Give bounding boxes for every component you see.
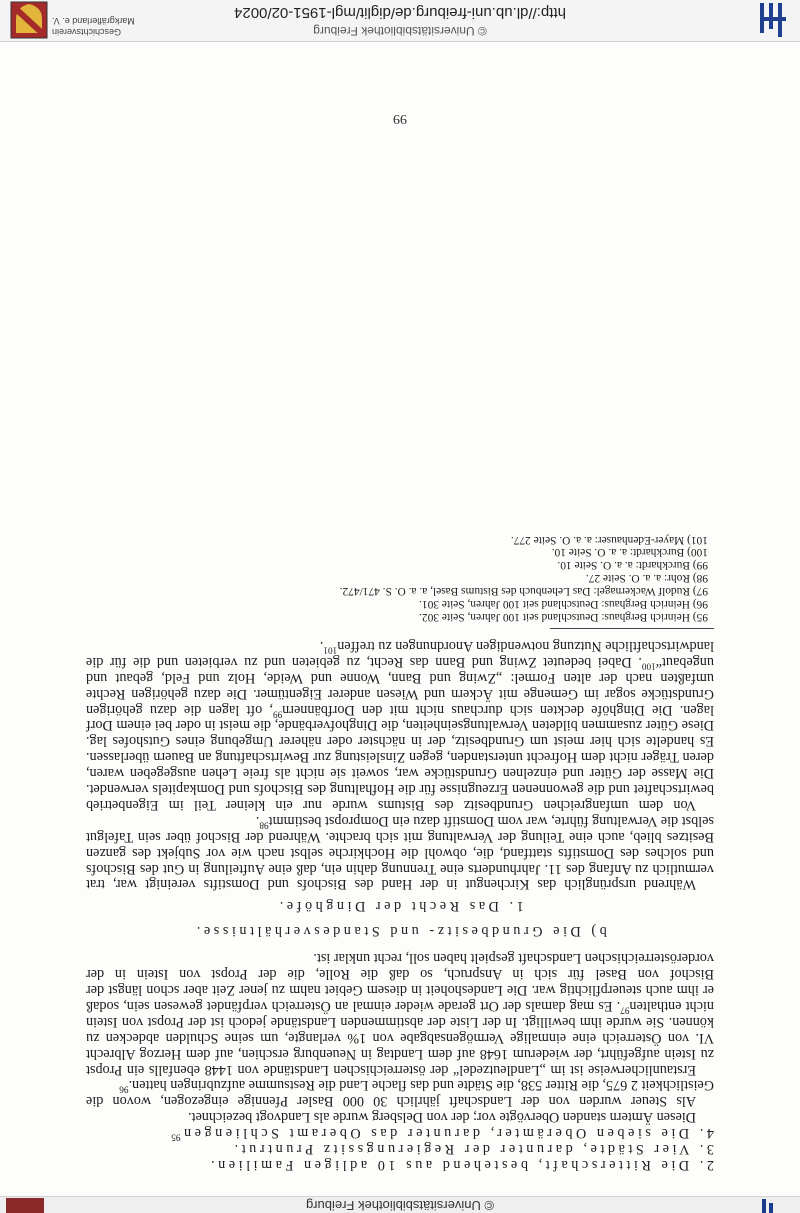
footnotes [86, 533, 714, 623]
paragraph-kirchengut-text: Während ursprünglich das Kirchengut in der Hand des Bischofs und Domstifts vereinigt war, trat vermutlich zu Anfang des 11. Jahrhunderts eine Trennung dahin ein, daß eine Aufteilung in Gut des Bischofs und solches des Domstifts stattfand, die, obwohl die Hochkirche selbst nach wie vor Subjekt des ganzen Besitzes blieb, auch eine Teilung der Verwaltung mit sich brachte. Während der Bischof über sein Tafelgut selbst die Verwaltung führte, war vom Domstift dazu ein Dompropst bestimmt [86, 812, 714, 893]
paragraph-grundbesitz [86, 637, 714, 812]
footnote-98: 98) Rohr: a. a. O. Seite 27. [585, 572, 708, 585]
list-item-oberaemter [86, 1124, 714, 1143]
list-item-ritterschaft: 2. Die Ritterschaft, bestehend aus 10 adligen Familien. [207, 1157, 714, 1173]
paragraph-grundbesitz-a: Von dem umfangreichen Grundbesitz des Bistums wurde nur ein kleiner Teil im Eigenbetrieb bewirtschaftet und die gewonnenen Erzeugnisse für die Hofhaltung des Bischofs und Domkapitels verwendet. Die Masse der Güter und einzelnen Grundstücke war, soweit sie nicht als freie Lehen ausgegeben waren, deren Träger nicht dem Hofrecht unterstanden, gegen Zinsleistung zur Bewirtschaftung an Bauern überlassen. Es handelte sich hier meist um Grundbesitz, der in nächster oder näherer Umgebung eines Gutshofes lag. Diese Güter zusammen bildeten Verwaltungseinheiten, die Dinghofverbände, die meist in oder bei einem Dorf lagen. Die Dinghöfe deckten sich durchaus nicht mit den Dorfbännern [86, 701, 714, 813]
footnote-ref[interactable]: 98 [259, 820, 269, 831]
bottom-credit: © Universitätsbibliothek Freiburg [305, 1198, 495, 1213]
paragraph-grundbesitz-d: . [319, 637, 324, 654]
page-number: 99 [393, 111, 407, 126]
list-item-staedte: 3. Vier Städte, darunter der Regierungssitz Pruntrut. [231, 1141, 714, 1158]
footnote-ref[interactable]: 100 [641, 661, 656, 672]
paragraph-steuer-text: Als Steuer wurden von der Landschaft jährlich 30 000 Basler Pfennige eingezogen, wovon die Geistlichkeit 2 675, die Ritter 538, die Städte und das flache Land die Restsumme aufzubringen hatten. [86, 1077, 714, 1110]
footnote-ref[interactable]: 97 [620, 1005, 630, 1016]
society-line-1: Geschichtsverein [52, 27, 122, 37]
footnote-ref[interactable]: 101 [323, 645, 338, 656]
permalink[interactable]: http://dl.ub.uni-freiburg.de/diglit/mgl-1951-02/0024 [234, 4, 566, 21]
footnote-ref[interactable]: 95 [171, 1132, 181, 1143]
paragraph-grundbesitz-c: . Dabei bedeutet Zwing und Bann das Recht, zu gebieten und zu verbieten und die für die landwirtschaftliche Nutzung notwendigen Anordnungen zu treffen [86, 637, 714, 670]
footnote-ref[interactable]: 96 [119, 1085, 129, 1096]
page-body [86, 533, 714, 1172]
subsection-heading: 1. Das Recht der Dinghöfe. [276, 898, 524, 915]
footnote-97: 97) Rudolf Wackernagel: Das Lehenbuch des Bistums Basel, a. a. O. S. 471/472. [339, 585, 708, 598]
footnote-ref[interactable]: 99 [272, 709, 283, 720]
book-page [0, 42, 800, 1196]
society-line-2: Markgräflerland e. V. [52, 16, 135, 26]
footnote-96: 96) Heinrich Berghaus: Deutschland seit 100 Jahren, Seite 301. [419, 598, 708, 611]
society-name [52, 15, 148, 37]
viewer-header [0, 0, 800, 42]
credit-text: © Universitätsbibliothek Freiburg [313, 24, 487, 38]
footnote-100: 100) Burckhardt: a. a. O. Seite 10. [551, 546, 708, 559]
footnote-95: 95) Heinrich Berghaus: Deutschland seit 100 Jahren, Seite 302. [419, 611, 708, 623]
section-heading: b) Die Grundbesitz- und Standesverhältnisse. [193, 923, 607, 940]
footnote-99: 99) Burckhardt: a. a. O. Seite 10. [557, 559, 708, 572]
paragraph-landstaende-b: . Es mag damals der Ort gerade wieder einmal an Österreich verpfändet gewesen sein, sodaß er ihm auch steuerpflichtig war. Die Landeshoheit in diesem Gebiet nahm zu jener Zeit aber schon längst der Bischof von Basel für sich in Anspruch, so daß die Rolle, die der Propst von Istein in der vorderösterreichischen Landschaft gespielt haben soll, recht unklar ist. [86, 950, 714, 1014]
footnote-101: 101) Mayer-Edenhauser: a. a. O. Seite 277. [510, 533, 708, 546]
paragraph-grundbesitz-b: , oft lagen die dazu gehörigen Grundstücke sogar im Gemenge mit Äckern und Wiesen anderer Eigentümer. Die dazu gehörigen Rechte umfaßten nach der alten Formel: „Zwing und Bann, Wonne und Weide, Holz und Feld, gebaut und ungebaut“ [85, 653, 714, 718]
paragraph-landstaende-a: Erstaunlicherweise ist im „Landleutzedel“ der österreichischen Landstände von 1448 ebenfalls ein Propst zu Istein aufgeführt, der wiederum 1648 auf dem Landtag in Neuenburg erschien, auf dem Herzog Albrecht VI. von Österreich eine einmalige Vermögensabgabe von 1% verlangte, um seine Schulden abdecken zu können. Sie wurde ihm bewilligt. In der Liste der abstimmenden Landstände jedoch ist der Propst von Istein nicht enthalten [86, 997, 714, 1078]
paragraph-landvogt: Diesen Ämtern standen Obervögte vor; der von Delsberg wurde als Landvogt bezeichnet. [188, 1109, 696, 1126]
paragraph-landstaende [86, 949, 714, 1076]
paragraph-steuer [86, 1077, 714, 1109]
list-item-oberaemter-text: 4. Die sieben Oberämter, darunter das Oberamt Schliengen [180, 1125, 714, 1142]
coat-of-arms-icon [10, 1, 48, 39]
footnote-divider [550, 628, 714, 629]
paragraph-kirchengut: Während ursprünglich das Kirchengut in der Hand des Bischofs und Domstifts vereinigt war, trat vermutlich zu Anfang des 11. Jahrhunderts eine Trennung dahin ein, daß eine Aufteilung in Gut des Bischofs und solches des Domstifts stattfand, die, obwohl die Hochkirche selbst nach wie vor Subjekt des ganzen Besitzes blieb, auch eine Teilung der Verwaltung mit sich brachte. Während der Bischof über sein Tafelgut selbst die Verwaltung führte, war vom Domstift dazu ein Dompropst bestimmt$^{98}$. [86, 812, 714, 893]
